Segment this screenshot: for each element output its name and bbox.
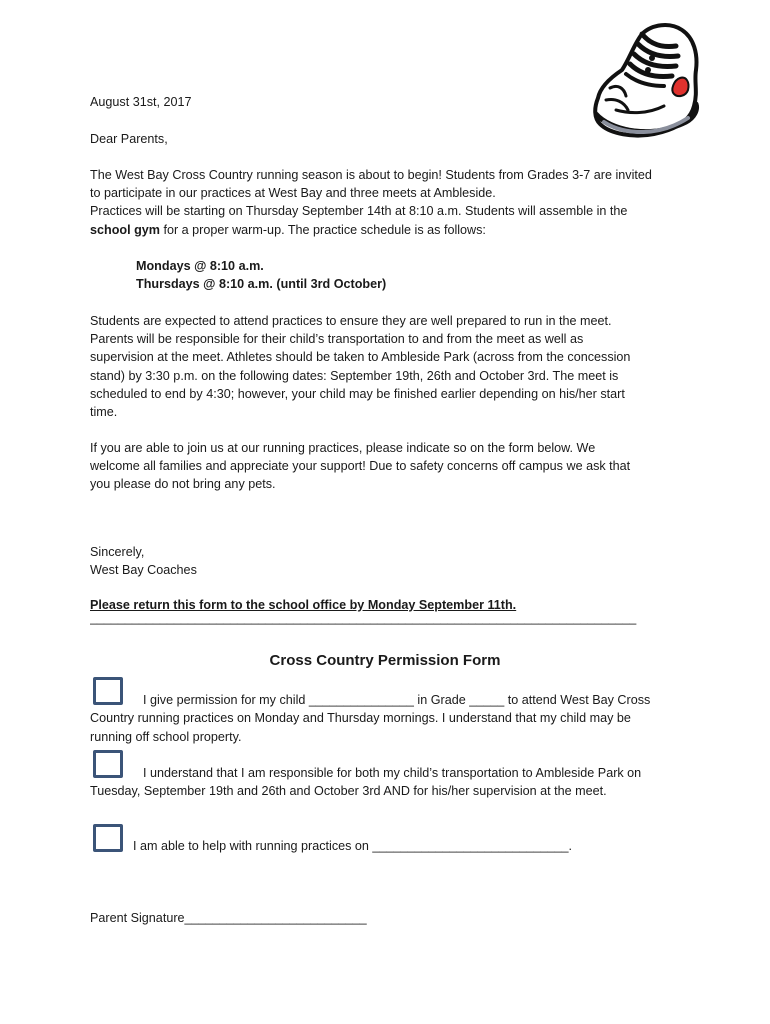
letter-date: August 31st, 2017 [90, 95, 192, 109]
support-line: If you are able to join us at our running practices, please indicate so on the form below. We [90, 441, 596, 455]
signature-text: West Bay Coaches [90, 563, 197, 578]
schedule-item: Mondays @ 8:10 a.m. [136, 259, 264, 273]
permission-line: I give permission for my child _______________ in Grade _____ to attend West Bay Cross [143, 693, 651, 707]
schedule-item: Thursdays @ 8:10 a.m. (until 3rd October) [136, 277, 387, 292]
permission-checkbox[interactable] [93, 677, 123, 705]
logistics-line: stand) by 3:30 p.m. on the following dates: September 19th, 26th and October 3rd. The meet is [90, 368, 619, 383]
return-notice: Please return this form to the school office by Monday September 11th. [90, 598, 517, 612]
support-line: you please do not bring any pets. [90, 477, 276, 492]
closing-text: Sincerely, [90, 545, 145, 559]
logistics-paragraph [90, 312, 710, 421]
intro-line-rest: for a proper warm-up. The practice schedule is as follows: [159, 222, 486, 237]
intro-line: The West Bay Cross Country running season is about to begin! Students from Grades 3-7 are invited [90, 168, 652, 182]
school-gym-emphasis: school gym [90, 222, 160, 237]
intro-line [90, 221, 710, 239]
parent-signature-line[interactable]: Parent Signature__________________________ [90, 911, 367, 925]
logistics-line: supervision at the meet. Athletes should be taken to Ambleside Park (across from the concession [90, 350, 631, 365]
transport-line: Tuesday, September 19th and 26th and October 3rd AND for his/her supervision at the meet. [90, 784, 607, 798]
permission-line: running off school property. [90, 730, 242, 744]
logistics-line: time. [90, 405, 118, 420]
running-shoe-icon [590, 18, 702, 146]
support-paragraph [90, 439, 710, 494]
volunteer-checkbox[interactable] [93, 824, 123, 852]
practice-schedule [136, 257, 386, 293]
logistics-line: scheduled to end by 4:30; however, your child may be finished earlier depending on his/her start [90, 386, 625, 401]
permission-line: Country running practices on Monday and Thursday mornings. I understand that my child may be [90, 711, 631, 725]
letter-closing [90, 543, 690, 579]
transport-line: I understand that I am responsible for both my child’s transportation to Ambleside Park on [143, 766, 642, 780]
form-title: Cross Country Permission Form [269, 652, 501, 669]
letter-greeting: Dear Parents, [90, 132, 168, 146]
intro-line: Practices will be starting on Thursday September 14th at 8:10 a.m. Students will assemble in the [90, 204, 628, 219]
logistics-line: Students are expected to attend practices to ensure they are well prepared to run in the meet. [90, 314, 612, 328]
separator-line: ______________________________________________________________________________ [90, 611, 637, 625]
logistics-line: Parents will be responsible for their child’s transportation to and from the meet as well as [90, 332, 584, 347]
intro-line: to participate in our practices at West Bay and three meets at Ambleside. [90, 186, 496, 201]
volunteer-line: I am able to help with running practices on ____________________________. [133, 839, 573, 853]
intro-paragraph [90, 166, 710, 239]
transport-checkbox[interactable] [93, 750, 123, 778]
support-line: welcome all families and appreciate your support! Due to safety concerns off campus we ask that [90, 459, 631, 474]
